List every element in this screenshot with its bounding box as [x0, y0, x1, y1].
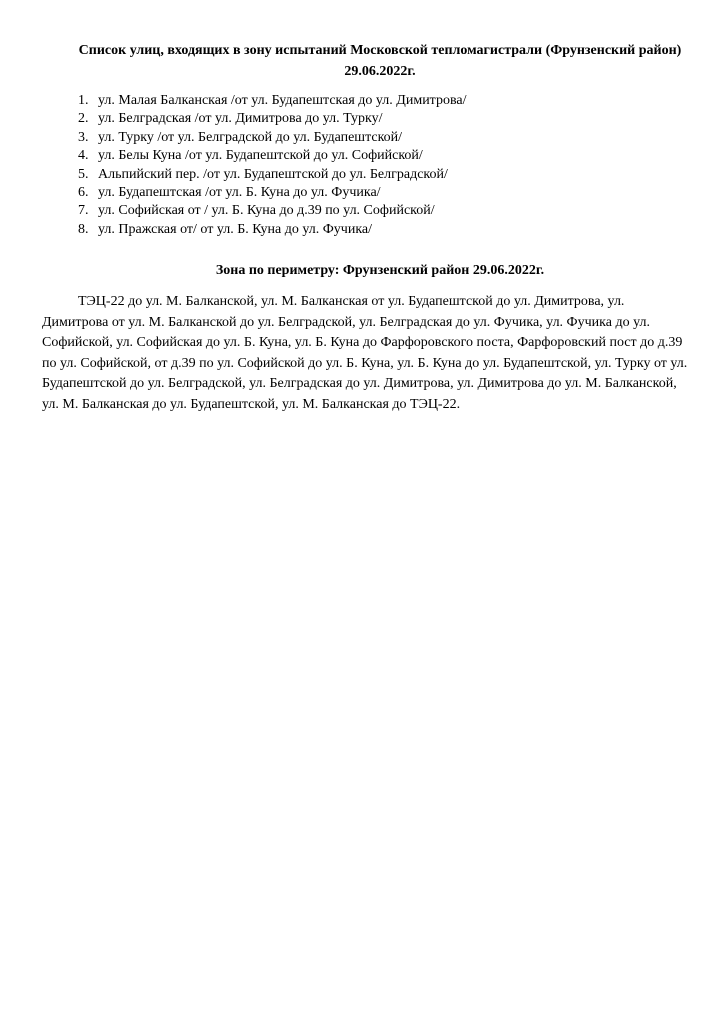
list-item-text: ул. Будапештская /от ул. Б. Куна до ул. Фучика/ [98, 185, 381, 201]
perimeter-heading: Зона по периметру: Фрунзенский район 29.06.2022г. [215, 263, 545, 278]
list-item-number: 1. [78, 93, 89, 108]
list-item [48, 202, 688, 220]
perimeter-paragraph: ТЭЦ-22 до ул. М. Балканской, ул. М. Балканская от ул. Будапештской до ул. Димитрова, ул. Димитрова от ул. М. Балканской до ул. Белградской, ул. Белградская до ул. Фучика, ул. Фучика до ул. Софийской, ул. Софийская до ул. Б. Куна, ул. Б. Куна до Фарфоровского поста, Фарфоровский пост до д.39 по ул. Софийской, от д.39 по ул. Софийской до ул. Б. Куна, ул. Б. Куна до ул. Будапештской, ул. Турку от ул. Будапештской до ул. Белградской, ул. Белградская до ул. Димитрова, ул. Димитрова до ул. М. Балканской, ул. М. Балканская до ул. Будапештской, ул. М. Балканская до ТЭЦ-22. [42, 294, 688, 412]
list-item-number: 7. [78, 203, 89, 219]
list-item-number: 2. [78, 111, 89, 127]
list-item-number: 4. [78, 148, 89, 164]
list-item-text: ул. Софийская от / ул. Б. Куна до д.39 по ул. Софийской/ [98, 203, 435, 219]
list-item [48, 147, 688, 165]
list-item-text: ул. Пражская от/ от ул. Б. Куна до ул. Фучика/ [98, 221, 373, 237]
list-item-text: ул. Турку /от ул. Белградской до ул. Будапештской/ [98, 129, 403, 145]
list-item-number: 8. [78, 221, 89, 237]
street-list [48, 92, 688, 239]
list-item [48, 110, 688, 128]
list-item-number: 5. [78, 166, 89, 182]
list-item-text: ул. Белы Куна /от ул. Будапештской до ул. Софийской/ [98, 148, 423, 164]
document-title: Список улиц, входящих в зону испытаний Московской тепломагистрали (Фрунзенский район) 29.06.2022г. [78, 43, 682, 79]
list-item [48, 184, 688, 202]
list-item-text: Альпийский пер. /от ул. Будапештской до ул. Белградской/ [98, 166, 448, 182]
list-item-text: ул. Белградская /от ул. Димитрова до ул. Турку/ [98, 111, 383, 127]
list-item-number: 6. [78, 185, 89, 201]
list-item [48, 166, 688, 184]
list-item-number: 3. [78, 129, 89, 145]
list-item [48, 221, 688, 239]
list-item [48, 92, 688, 110]
list-item [48, 129, 688, 147]
list-item-text: ул. Малая Балканская /от ул. Будапештская до ул. Димитрова/ [98, 93, 467, 108]
